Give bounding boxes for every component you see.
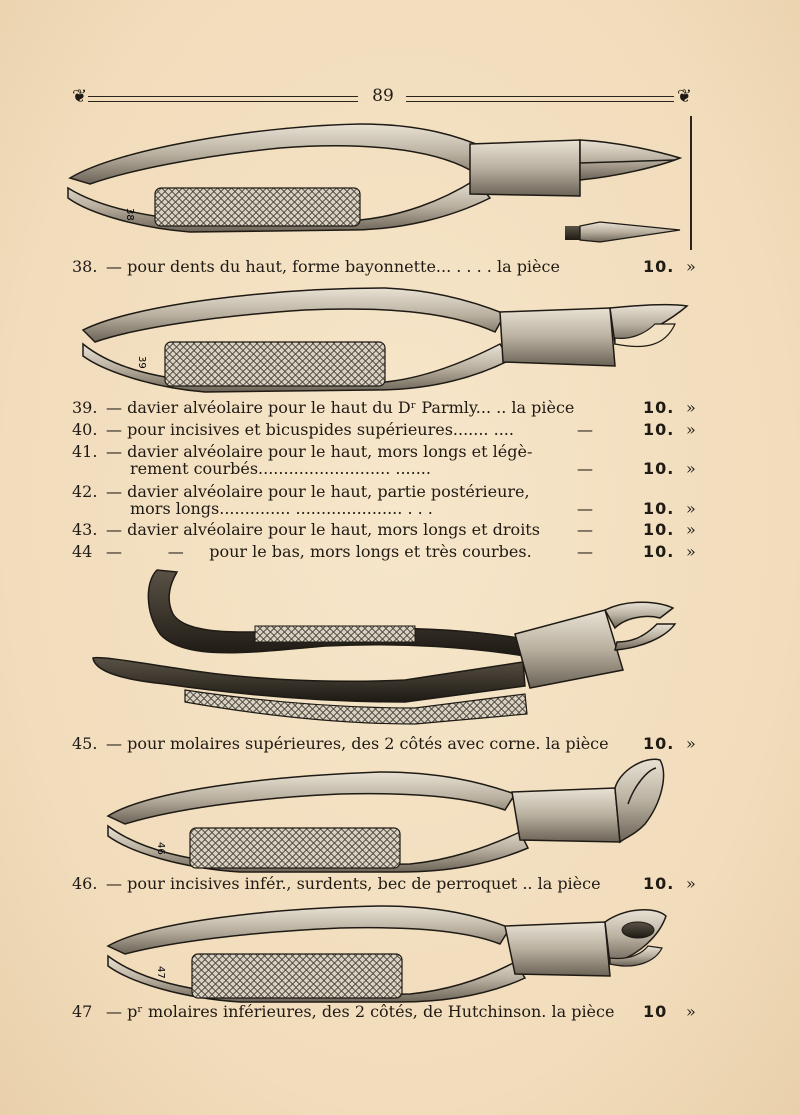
entry-description: — pour molaires supérieures, des 2 côtés avec corne. la pièce	[106, 734, 609, 753]
entry-description-continued: rement courbés.......................... .......	[130, 459, 431, 478]
entry-price: 10.	[643, 520, 675, 539]
entry-price: 10.	[643, 874, 675, 893]
entry-description: — davier alvéolaire pour le haut du Dʳ Parmly... .. la pièce	[106, 398, 575, 417]
entry-description: — davier alvéolaire pour le haut, mors longs et droits	[106, 520, 540, 539]
entry-description: — — pour le bas, mors longs et très courbes.	[106, 542, 532, 561]
entry-mark: »	[686, 257, 696, 276]
entry-42-continued	[72, 498, 702, 520]
entry-number: 38.	[72, 257, 98, 276]
entry-number: 45.	[72, 734, 98, 753]
entry-number: 43.	[72, 520, 98, 539]
entry-price: 10.	[643, 257, 675, 276]
entry-description-continued: mors longs.............. ..................... . . .	[130, 499, 433, 518]
entry-description: — pour dents du haut, forme bayonnette... . . . . la pièce	[106, 257, 560, 276]
handle-number: 39	[136, 356, 147, 369]
header-rule-right	[406, 96, 674, 102]
tool-38-side-rule	[690, 116, 692, 250]
forceps-45-illustration	[85, 562, 680, 732]
entry-number: 44	[72, 542, 93, 561]
entry-number: 46.	[72, 874, 98, 893]
entry-number: 42.	[72, 482, 98, 501]
entry-mark: »	[686, 420, 696, 439]
forceps-38-illustration	[60, 118, 690, 253]
entry-47	[72, 1001, 702, 1023]
page-number: 89	[372, 86, 394, 106]
entry-price: 10.	[643, 542, 675, 561]
entry-mark: »	[686, 734, 696, 753]
entry-mark: »	[686, 542, 696, 561]
entry-price: 10.	[643, 734, 675, 753]
entry-number: 40.	[72, 420, 98, 439]
entry-mark: »	[686, 398, 696, 417]
entry-price: 10.	[643, 459, 675, 478]
entry-mark: »	[686, 874, 696, 893]
forceps-47-illustration	[100, 900, 675, 1005]
entry-ditto-dash: —	[577, 542, 593, 561]
entry-price: 10	[643, 1002, 668, 1021]
entry-price: 10.	[643, 499, 675, 518]
handle-number: 46	[155, 842, 166, 855]
handle-number: 45	[178, 650, 189, 663]
entry-mark: »	[686, 499, 696, 518]
forceps-46-illustration	[100, 752, 675, 874]
entry-38	[72, 256, 702, 278]
handle-number: 38	[124, 208, 135, 221]
entry-46	[72, 873, 702, 895]
entry-description: — pʳ molaires inférieures, des 2 côtés, de Hutchinson. la pièce	[106, 1002, 615, 1021]
entry-number: 41.	[72, 442, 98, 461]
entry-mark: »	[686, 1002, 696, 1021]
entry-price: 10.	[643, 420, 675, 439]
entry-description: — pour incisives infér., surdents, bec de perroquet .. la pièce	[106, 874, 601, 893]
handle-number: 47	[155, 966, 166, 979]
entry-ditto-dash: —	[577, 520, 593, 539]
header-rule-left	[88, 96, 358, 102]
entry-ditto-dash: —	[577, 420, 593, 439]
entry-39	[72, 397, 702, 419]
entry-40	[72, 419, 702, 441]
entry-description: — davier alvéolaire pour le haut, mors longs et légè-	[106, 442, 533, 461]
entry-ditto-dash: —	[577, 459, 593, 478]
entry-ditto-dash: —	[577, 499, 593, 518]
entry-description: — davier alvéolaire pour le haut, partie postérieure,	[106, 482, 530, 501]
entry-description: — pour incisives et bicuspides supérieures....... ....	[106, 420, 514, 439]
entry-41-continued	[72, 458, 702, 480]
entry-number: 39.	[72, 398, 98, 417]
entry-mark: »	[686, 520, 696, 539]
entry-44	[72, 541, 702, 563]
entry-43	[72, 519, 702, 541]
page-header	[72, 86, 692, 110]
forceps-39-illustration	[75, 284, 695, 394]
entry-number: 47	[72, 1002, 93, 1021]
left-ornament-icon: ❦	[72, 86, 88, 107]
entry-price: 10.	[643, 398, 675, 417]
entry-mark: »	[686, 459, 696, 478]
right-ornament-icon: ❦	[676, 86, 692, 107]
